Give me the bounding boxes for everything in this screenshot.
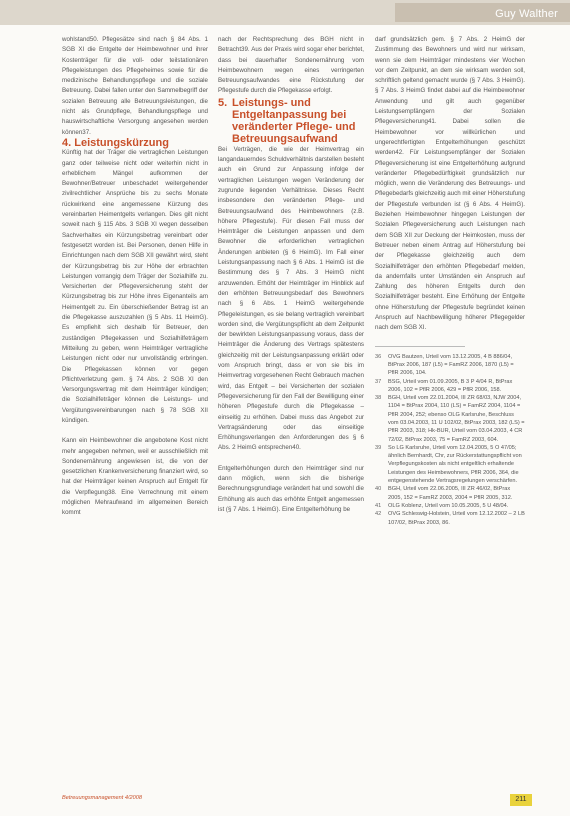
paragraph: Künftig hat der Träger die vertraglichen Leistungen ganz oder teilweise nicht oder weiterhin nicht in erheblichem Mängel aufkommen der Bewohner/Betreuer unbeschadet weitergehender zivilrechtlicher Ansprüche bis zu sechs Monate rückwirkend eine angemessene Kürzung des vereinbarten Heimentgelts verlangen. Dies gilt nicht soweit nach § 115 Abs. 3 SGB XI wegen desselben Sachverhaltes ein Kürzungsbetrag vereinbart oder festgesetzt worden ist. Bei Personen, denen Hilfe in Einrichtungen nach dem SGB XII gewährt wird, steht der Kürzungsbetrag bis zur Höhe der erbrachten Leistungen vorrangig dem Träger der Sozialhilfe zu. Versicherten der Pflegeversicherung steht der Kürzungsbetrag bis zur Höhe ihres Eigenanteils am Heimentgelt zu. Ein überschießender Betrag ist an die Pflegekasse auszuzahlen (§ 5 Abs. 11 HeimG). Es empfiehlt sich deshalb für Betreuer, den zuständigen Pflegekassen und Sozialhilfeträgern Mitteilung zu geben, wenn Heimträger vertragliche Leistungen nicht oder nur unvollständig erbringen. Die Pflegekassen können vor gegen Pflichtverletzung gem. § 74 Abs. 2 SGB XI den Versorgungsvertrag mit dem Heimträger kündigen; die Sozialhilfeträger können die Leistungs- und Vergütungsvereinbarungen nach § 78 SGB XII kündigen. [62,149,208,424]
footnote [375,378,525,395]
text-column-1 [62,35,208,519]
section-heading-5 [218,97,364,145]
page-header [0,0,570,25]
footnote [375,353,525,378]
paragraph: wohlstand50. Pflegesätze sind nach § 84 Abs. 1 SGB XI die Entgelte der Heimbewohner und ihrer Kostenträger für die voll- oder teilstationären Pflegeleistungen des Pflegeheimes sowie für die medizinische Behandlungspflege und die soziale Betreuung. Dabei fallen unter den Sammelbegriff der sozialen Betreuung alle Betreuungsleistungen, die nicht als Grundpflege, Behandlungspflege und hauswirtschaftliche Versorgung angesehen werden können37. [62,36,208,136]
footnote-number: 38 [375,395,382,402]
paragraph: Kann ein Heimbewohner die angebotene Kost nicht mehr angegeben nehmen, weil er ausschließlich mit Sondenernährung angewiesen ist, die von der gesetzlichen Krankenversicherung finanziert wird, so hat der Heimträger keinen Anspruch auf Entgelt für die Verpflegung38. Eine Verrechnung mit einem möglichen Mehraufwand im allgemeinen Bereich kommt [62,437,208,517]
section-title: Leistungs- und Entgeltanpassung bei veränderter Pflege- und Betreuungsaufwand [232,96,356,145]
footnote-text: BGH, Urteil vom 22.06.2005, III ZR 46/02, BtPrax 2005, 152 = FamRZ 2003, 2004 = PflR 2005, 312. [388,486,513,501]
text-column-2 [218,35,364,515]
paragraph: Bei Verträgen, die wie der Heimvertrag ein langandauerndes Schuldverhältnis darstellen besteht auch ein Grund zur Anpassung infolge der vertraglichen Leistungen wegen Veränderung der zugrunde liegenden Verhältnisse. Dieses Recht insbesondere den veränderten Pflege- und Betreuungsaufwand des Heimbewohners (z.B. höhere Pflegestufe). Für diesen Fall muss der Heimträger die Leistungen anpassen und dem Bewohner die erforderlichen vertraglichen Änderungen anbieten (§ 6 HeimG). Im Fall einer Leistungsanpassung nach § 6 Abs. 1 HeimG ist die Bestimmung des § 7 Abs. 3 HeimG nicht anzuwenden. Erhöht der Heimträger im Hinblick auf den erhöhten Betreuungsbedarf des Bewohners nach § 6 Abs. 1 HeimG weitergehende Pflegeleistungen, es sie belang vertraglich vereinbart worden sind, die Vergütungspflicht ab dem Zeitpunkt der bewirkten Leistungsanpassung voraus, dass der Heimträger die Änderung des Vertrags spätestens gleichzeitig mit der Leistungsanpassung erklärt oder vom Anspruch bringt, dass er von sie bis im Heimvertrag vorgesehenen Recht Gebrauch machen wird, das Entgelt – bei Versicherten der sozialen Pflegeversicherung für den Fall der Bewilligung einer höheren Pflegestufe durch die Pflegekasse – einseitig zu erhöhen. Dabei muss das Angebot zur Vertragsänderung oder das einseitige Erhöhungsverlangen den Anforderungen des § 6 Abs. 2 HeimG entsprechen40. [218,145,364,452]
author-name: Guy Walther [495,8,558,20]
footnote-number: 40 [375,486,382,493]
footnote-number: 42 [375,511,382,518]
footnote [375,502,525,510]
section-heading-4: 4. Leistungskürzung [62,136,169,149]
text-column-3 [375,35,525,527]
footnote-text: OLG Koblenz, Urteil vom 10.05.2005, 5 U 48/04. [388,502,509,509]
footnote-text: OVG Schleswig-Holstein, Urteil vom 12.12.2002 – 2 LB 107/02, BtPrax 2003, 86. [388,511,525,526]
footnote-number: 41 [375,502,382,509]
section-number: 5. [218,96,228,109]
page-number: 211 [510,794,532,806]
footnote-text: BGH, Urteil vom 22.01.2004, III ZR 68/03, NJW 2004, 1104 = BtPrax 2004, 110 (LS) = FamRZ 2004, 1104 = PflR 2004, 252; ebenso OLG Karlsruhe, Beschluss vom 03.04.2003, 11 U 102/02, BtPrax 2003, 182 (LS) = PflR 2003, 318; Hk-BUR, Urteil vom 03.04.2003, 4 CR 72/02, BtPrax 2003, 75 = FamRZ 2003, 604. [388,395,525,443]
footnote [375,444,525,485]
paragraph: Entgelterhöhungen durch den Heimträger sind nur dann möglich, wenn sich die bisherige Berechnungsgrundlage verändert hat und sowohl die Erhöhung als auch das erhöhte Entgelt angemessen ist (§ 7 Abs. 1 HeimG). Eine Entgelterhöhung be [218,464,364,513]
footnote-divider [375,346,465,347]
footnote-number: 39 [375,444,382,451]
footnote-text: OVG Bautzen, Urteil vom 13.12.2005, 4 B 886/04, BtPrax 2006, 187 (L5) = FamRZ 2006, 1870 (L5) = PflR 2006, 104. [388,353,514,377]
footnote-text: So LG Karlsruhe, Urteil vom 12.04.2005, 5 O 47/05; ähnlich Bernhardt, Chr, zur Rückerstattungspflicht von Verpflegungskosten als nicht entgeltlich erhaltende Leistungen des Heimbewohners, PflR 2006, 364, die entgegenstehende Vertragsregelungen verschärfen. [388,444,522,485]
footnote [375,485,525,502]
footnote-number: 36 [375,353,382,360]
footnote [375,394,525,444]
footnote-text: BSG, Urteil vom 01.09.2005, B 3 P 4/04 R, BtPrax 2006, 102 = PflR 2006, 429 = PflR 2006, 158. [388,378,513,393]
footnotes [375,353,525,527]
footnote-number: 37 [375,378,382,385]
header-author-bar [395,3,570,22]
page-footer [62,794,532,808]
journal-name: Betreuungsmanagement 4/2008 [62,795,142,801]
paragraph: darf grundsätzlich gem. § 7 Abs. 2 HeimG der Zustimmung des Bewohners und wird nur wirksam, wenn sie dem Heimträger mindestens vier Wochen vor dem Zeitpunkt, an dem sie wirksam werden soll, schriftlich geltend gemacht wurde (§ 7 Abs. 3 HeimG). § 7 Abs. 3 HeimG findet dabei auf die Heimbewohner Anwendung und gilt auch gegenüber Leistungsempfängern der Sozialen Pflegeversicherung41. Dabei sollen die Heimbewohner vor willkürlichen und ungerechtfertigten Entgelterhöhungen geschützt werden42. Für Leistungsempfänger der Sozialen Pflegeversicherung ist eine Entgelterhöhung aufgrund veränderter Pflegebedürftigkeit grundsätzlich nur möglich, wenn die Veränderung des Betreuungs- und Pflegebedarfs gleichzeitig auch mit einer Höherstufung der Pflegestufe verbunden ist (§ 6 Abs. 4 HeimG). Beziehen Heimbewohner hingegen Leistungen der Sozialen Pflegeversicherung auch Leistungen nach dem SGB XII zur Deckung der Heimkosten, muss der Betreuer neben einem Antrag auf Höherstufung bei der Pflegekasse gleichzeitig auch dem Sozialhilfeträger den erhöhten Pflegebedarf melden, da andernfalls unter Umständen ein Anspruch auf Zahlung des höheren Entgelts durch den Sozialhilfeträger besteht. Eine Erhöhung der Entgelte ohne Höherstufung der Pflegestufe begründet keinen Anspruch auf Nachbewilligung höherer Pflegegelder nach dem SGB XI. [375,36,525,332]
footnote [375,510,525,527]
paragraph: nach der Rechtsprechung des BGH nicht in Betracht39. Aus der Praxis wird sogar eher berichtet, dass bei dauerhafter Sondenernährung vom Heimbewohnern wegen eines verringerten Betreuungsaufwandes eine Rückstufung der Pflegestufe durch die Pflegekasse erfolgt. [218,36,364,95]
